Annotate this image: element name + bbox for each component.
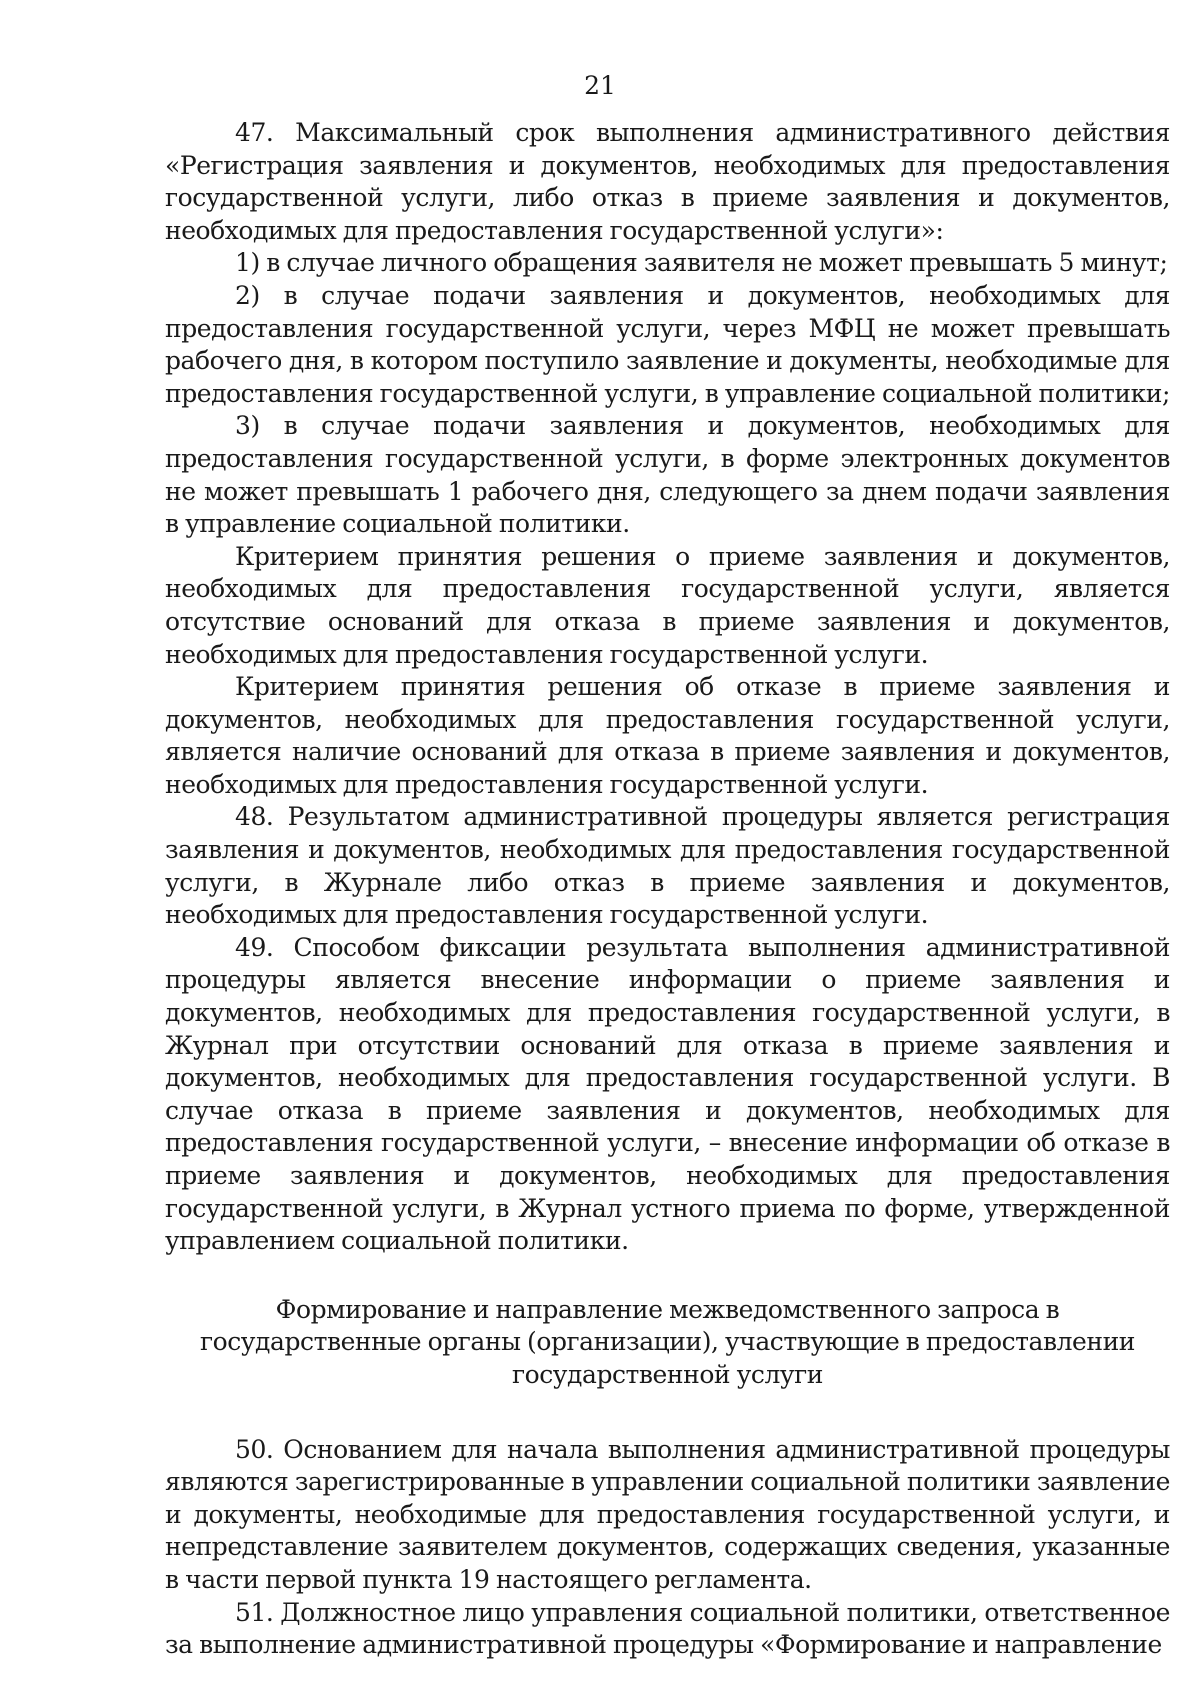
section-heading: Формирование и направление межведомственного запроса в государственные органы (организации), участвующие в предоставлении государственной услуги	[200, 1294, 1135, 1389]
page-number: 21	[584, 71, 616, 100]
paragraph-48: 48. Результатом административной процедуры является регистрация заявления и документов, необходимых для предоставления государственной услуги, в Журнале либо отказ в приеме заявления и документов, необходимых для предоставления государственной услуги.	[165, 802, 1170, 930]
paragraph-47-item-2: 2) в случае подачи заявления и документов, необходимых для предоставления государственной услуги, через МФЦ не может превышать рабочего дня, в котором поступило заявление и документы, необходимые для предоставления государственной услуги, в управление социальной политики;	[165, 280, 1170, 408]
paragraph-50: 50. Основанием для начала выполнения административной процедуры являются зарегистрированные в управлении социальной политики заявление и документы, необходимые для предоставления государственной услуги, и непредставление заявителем документов, содержащих сведения, указанные в части первой пункта 19 настоящего регламента.	[165, 1434, 1170, 1594]
paragraph-refusal-criterion: Критерием принятия решения об отказе в приеме заявления и документов, необходимых для предоставления государственной услуги, является наличие оснований для отказа в приеме заявления и документов, необходимых для предоставления государственной услуги.	[165, 672, 1170, 799]
paragraph-51: 51. Должностное лицо управления социальной политики, ответственное за выполнение административной процедуры «Формирование и направление	[165, 1597, 1170, 1660]
paragraph-47-item-1: 1) в случае личного обращения заявителя не может превышать 5 минут;	[235, 248, 1168, 278]
paragraph-acceptance-criterion: Критерием принятия решения о приеме заявления и документов, необходимых для предоставления государственной услуги, является отсутствие оснований для отказа в приеме заявления и документов, необходимых для предоставления государственной услуги.	[165, 541, 1170, 669]
paragraph-47-item-3: 3) в случае подачи заявления и документов, необходимых для предоставления государственной услуги, в форме электронных документов не может превышать 1 рабочего дня, следующего за днем подачи заявления в управление социальной политики.	[165, 411, 1170, 539]
document-body	[165, 117, 1170, 1662]
paragraph-49: 49. Способом фиксации результата выполнения административной процедуры является внесение информации о приеме заявления и документов, необходимых для предоставления государственной услуги, в Журнал при отсутствии оснований для отказа в приеме заявления и документов, необходимых для предоставления государственной услуги. В случае отказа в приеме заявления и документов, необходимых для предоставления государственной услуги, – внесение информации об отказе в приеме заявления и документов, необходимых для предоставления государственной услуги, в Журнал устного приема по форме, утвержденной управлением социальной политики.	[165, 932, 1170, 1256]
paragraph-47: 47. Максимальный срок выполнения административного действия «Регистрация заявления и документов, необходимых для предоставления государственной услуги, либо отказ в приеме заявления и документов, необходимых для предоставления государственной услуги»:	[165, 118, 1170, 245]
